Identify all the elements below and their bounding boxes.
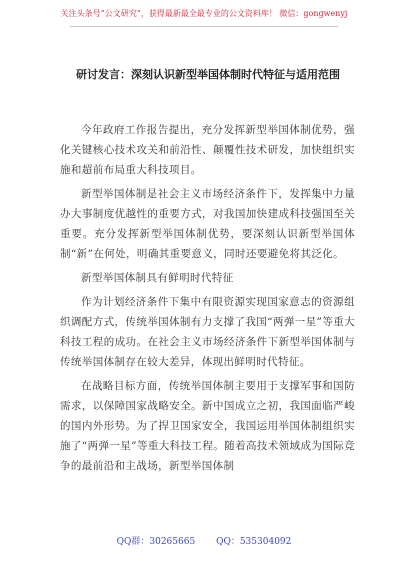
document-title: 研讨发言：深刻认识新型举国体制时代特征与适用范围: [76, 68, 340, 81]
header-promo-note: 关注头条号“公文研究”，获得最新最全最专业的公文资料库！ 微信：gongwenyj: [60, 9, 348, 18]
footer-qq-group: QQ群：30265665: [116, 537, 196, 547]
section-heading: 新型举国体制具有鲜明时代特征: [81, 272, 234, 284]
document-body: [60, 120, 355, 480]
footer-qq: QQ：535304092: [216, 537, 292, 547]
paragraph-3: 作为计划经济条件下集中有限资源实现国家意志的资源组织调配方式，传统举国体制有力支撑了我国“两弹一星”等重大科技工程的成功。在社会主义市场经济条件下新型举国体制与传统举国体制存在较大差异，体现出鲜明时代特征。: [60, 296, 355, 368]
header-divider: [70, 26, 338, 27]
paragraph-4: 在战略目标方面，传统举国体制主要用于支撑军事和国防需求，以保障国家战略安全。新中国成立之初，我国面临严峻的国内外形势。为了捍卫国家安全，我国运用举国体制组织实施了“两弹一星”等重大科技工程。随着高技术领域成为国际竞争的最前沿和主战场，新型举国体制: [60, 380, 355, 472]
footer-contact: [0, 534, 408, 547]
paragraph-2: 新型举国体制是社会主义市场经济条件下，发挥集中力量办大事制度优越性的重要方式，对我国加快建成科技强国至关重要。充分发挥新型举国体制优势，要深刻认识新型举国体制“新”在何处，明确其重要意义，同时还要避免将其泛化。: [60, 188, 355, 260]
paragraph-1: 今年政府工作报告提出，充分发挥新型举国体制优势，强化关键核心技术攻关和前沿性、颠覆性技术研发，加快组织实施和超前布局重大科技项目。: [60, 124, 355, 176]
